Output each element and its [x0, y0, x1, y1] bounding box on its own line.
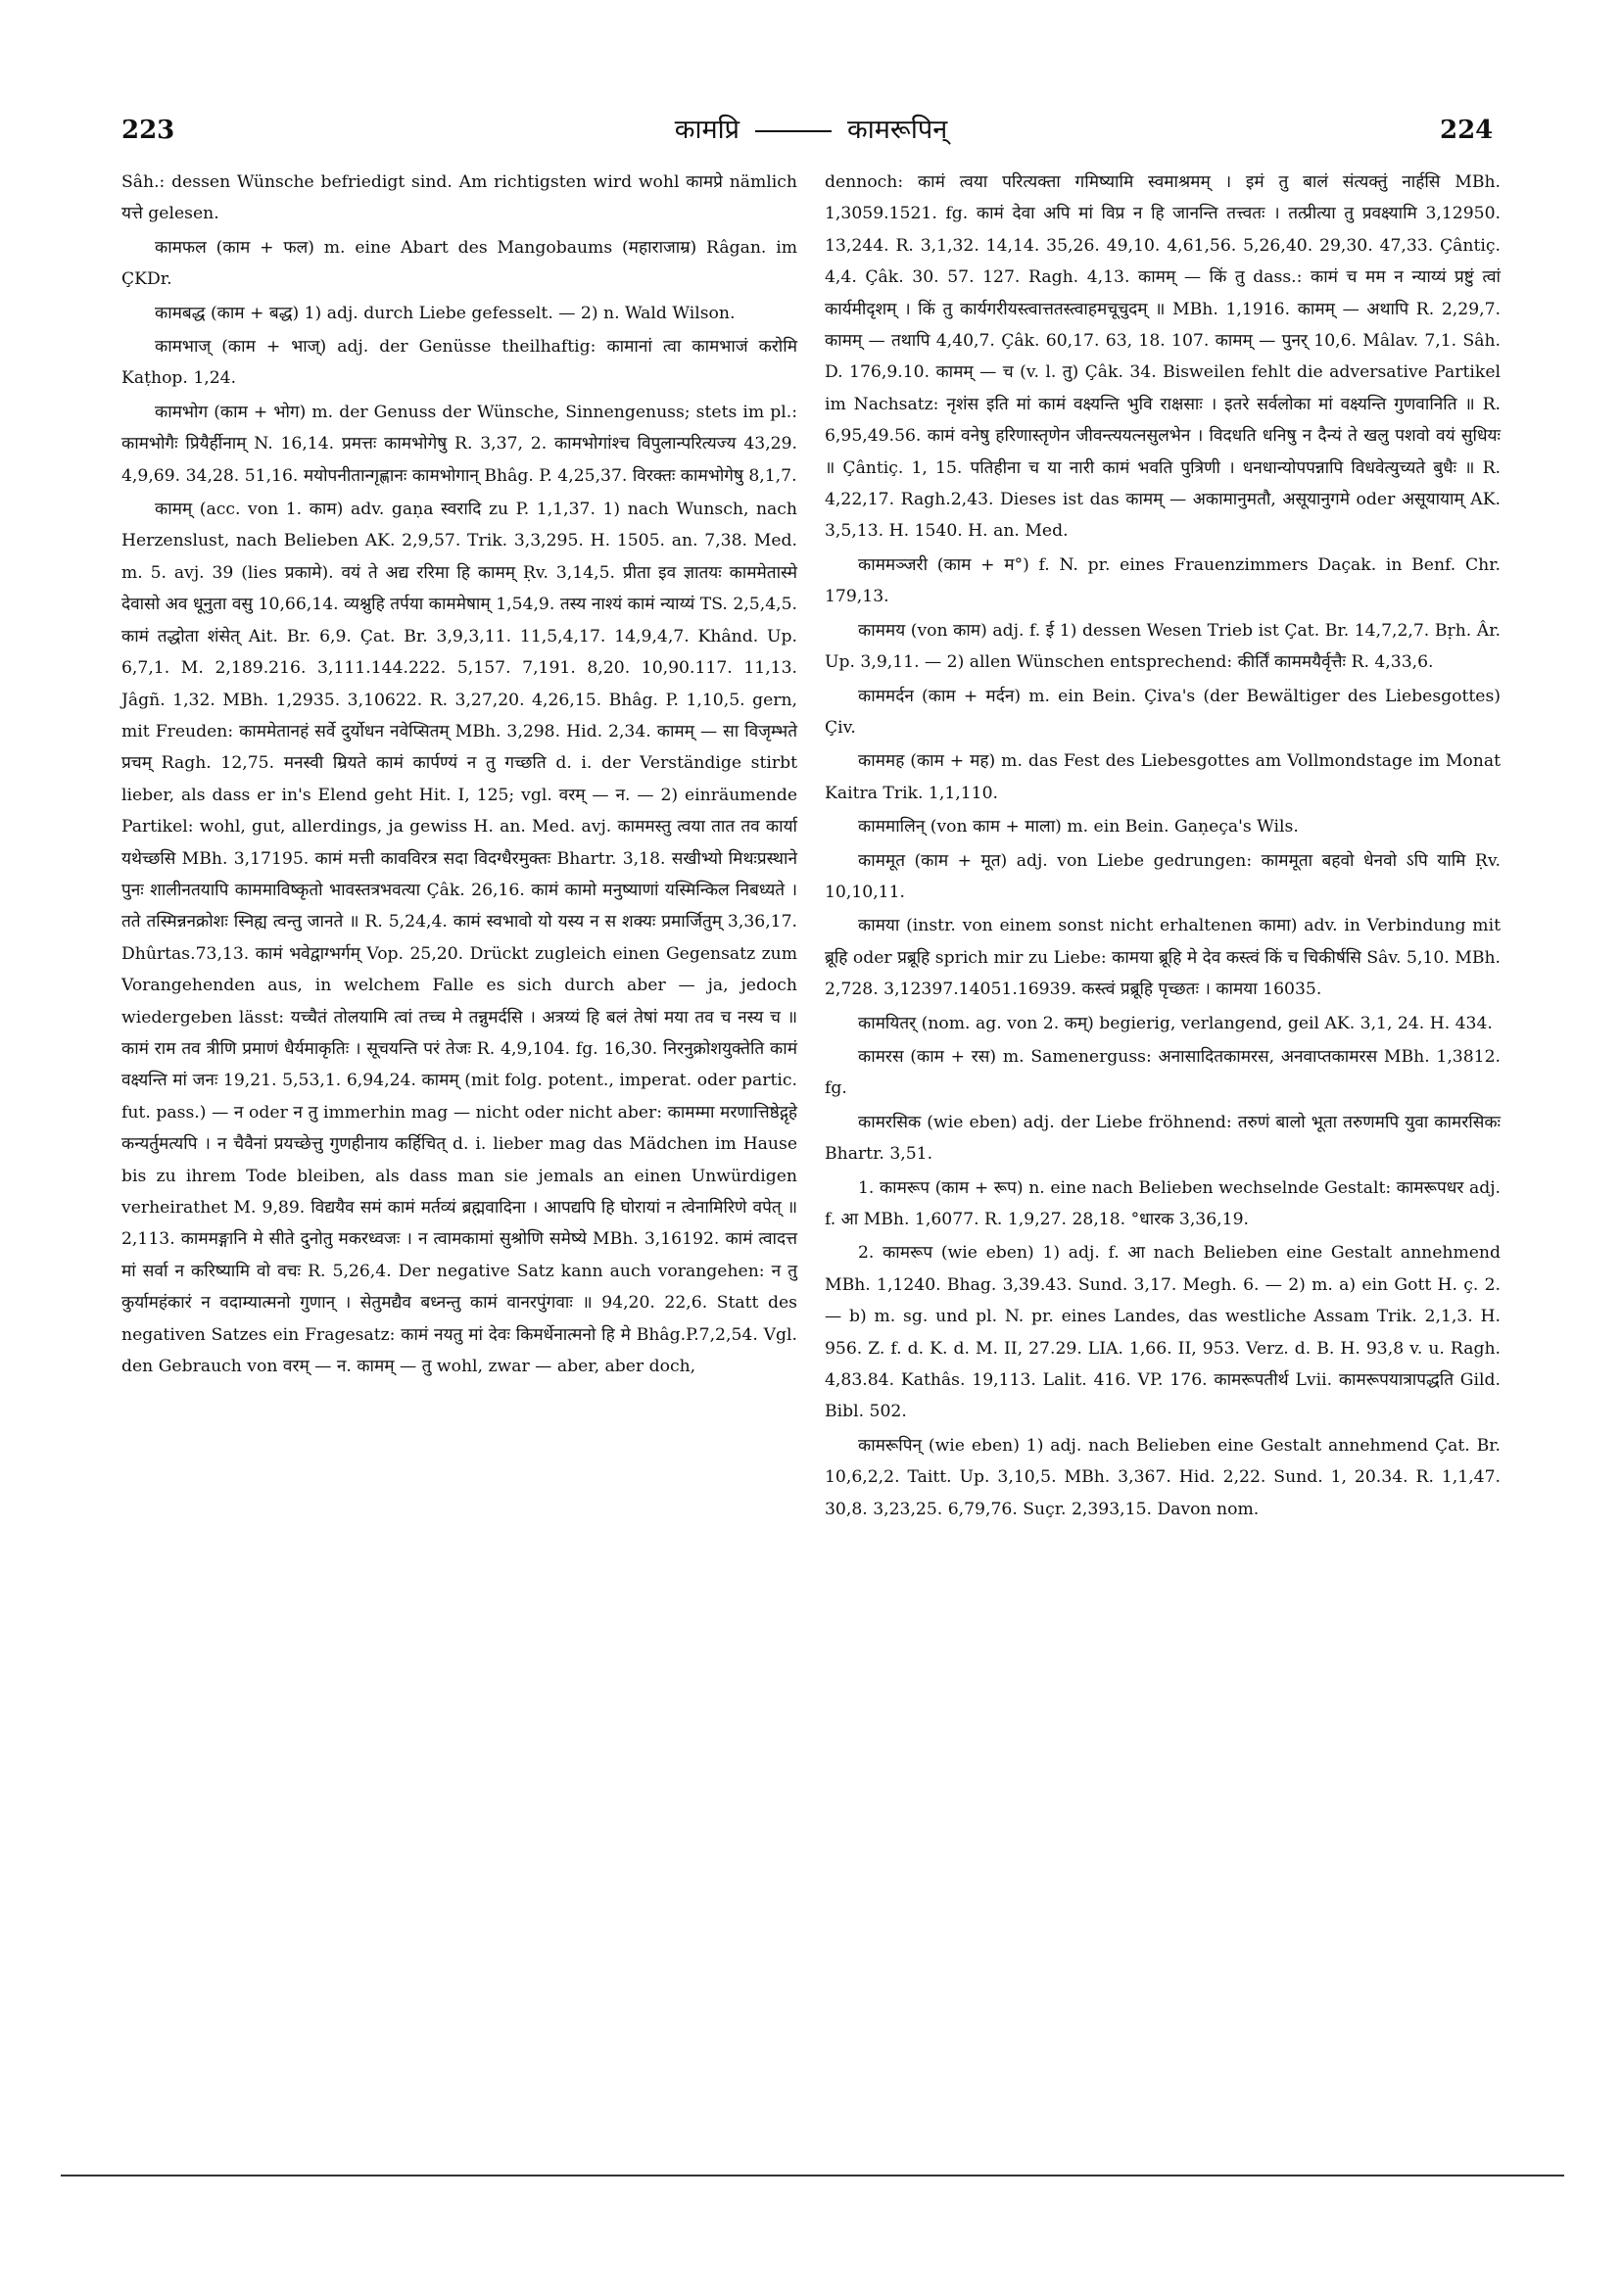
- right-column: [825, 167, 1501, 1525]
- entry-kamamanjari: काममञ्जरी (काम + म°) f. N. pr. eines Frauenzimmers Daçak. in Benf. Chr. 179,13.: [825, 554, 1501, 607]
- entry-kamam-continuation: dennoch: कामं त्वया परित्यक्ता गमिष्यामि स्वमाश्रमम् । इमं तु बालं संत्यक्तुं नार्हसि MBh. 1,3059.1521. fg. कामं देवा अपि मां विप्र न हि जानन्ति तत्त्वतः । तत्प्रीत्या तु प्रवक्ष्यामि 3,12950. 13,244. R. 3,1,32. 14,14. 35,26. 49,10. 4,61,56. 5,26,40. 29,30. 47,33. Çântiç. 4,4. Çâk. 30. 57. 127. Ragh. 4,13. कामम् — किं तु dass.: कामं च मम न न्याय्यं प्रष्टुं त्वां कार्यमीदृशम् । किं तु कार्यगरीयस्त्वात्ततस्त्वाहमचूचुदम् ॥ MBh. 1,1916. कामम् — अथापि R. 2,29,7. कामम् — तथापि 4,40,7. Çâk. 60,17. 63, 18. 107. कामम् — पुनर् 10,6. Mâlav. 7,1. Sâh. D. 176,9.10. कामम् — च (v. l. तु) Çâk. 34. Bisweilen fehlt die adversative Partikel im Nachsatz: नृशंस इति मां कामं वक्ष्यन्ति भुवि राक्षसाः । इतरे सर्वलोका मां वक्ष्यन्ति गुणवानिति ॥ R. 6,95,49.56. कामं वनेषु हरिणास्तृणेन जीवन्त्ययत्नसुलभेन । विदधति धनिषु न दैन्यं ते खलु पशवो वयं सुधियः ॥ Çântiç. 1, 15. पतिहीना च या नारी कामं भवति पुत्रिणी । धनधान्योपपन्नापि विधवेत्युच्यते बुधैः ॥ R. 4,22,17. Ragh.2,43. Dieses ist das कामम् — अकामानुमतौ, असूयानुगमे oder असूयायाम् AK. 3,5,13. H. 1540. H. an. Med.: [825, 172, 1501, 542]
- running-head-left: कामप्रि: [674, 115, 740, 145]
- entry-kamamuta: काममूत (काम + मूत) adj. von Liebe gedrungen: काममूता बहवो धेनवो ऽपि यामि Ṛv. 10,10,11.: [825, 850, 1501, 902]
- entry-kamamalin: काममालिन् (von काम + माला) m. ein Bein. Gaṇeça's Wils.: [858, 817, 1299, 837]
- entry-kamamaya: काममय (von काम) adj. f. ई 1) dessen Wesen Trieb ist Çat. Br. 14,7,2,7. Bṛh. Âr. Up. 3,9,11. — 2) allen Wünschen entsprechend: कीर्तिं काममयैर्वृत्तैः R. 4,33,6.: [825, 620, 1501, 673]
- entry-kamarupa-2: 2. कामरूप (wie eben) 1) adj. f. आ nach Belieben eine Gestalt annehmend MBh. 1,1240. Bhag. 3,39.43. Sund. 3,17. Megh. 6. — 2) m. a) ein Gott H. ç. 2. — b) m. sg. und pl. N. pr. eines Landes, das westliche Assam Trik. 2,1,3. H. 956. Z. f. d. K. d. M. II, 27.29. LIA. 1,66. II, 953. Verz. d. B. H. 93,8 v. u. Ragh. 4,83.84. Kathâs. 19,113. Lalit. 416. VP. 176. कामरूपतीर्थ Lvii. कामरूपयात्रापद्धति Gild. Bibl. 502.: [825, 1243, 1501, 1422]
- running-head-right: कामरूपिन्: [847, 115, 948, 145]
- entry-kamarupin: कामरूपिन् (wie eben) 1) adj. nach Belieben eine Gestalt annehmend Çat. Br. 10,6,2,2. Taitt. Up. 3,10,5. MBh. 3,367. Hid. 2,22. Sund. 1, 20.34. R. 1,1,47. 30,8. 3,23,25. 6,79,76. Suçr. 2,393,15. Davon nom.: [825, 1435, 1501, 1519]
- right-page-number: 224: [1440, 116, 1494, 145]
- entry-kamapri-continuation: Sâh.: dessen Wünsche befriedigt sind. Am richtigsten wird wohl कामप्रे nämlich यत्ते gelesen.: [121, 172, 797, 224]
- entry-kamarupa-1: 1. कामरूप (काम + रूप) n. eine nach Belieben wechselnde Gestalt: कामरूपधर adj. f. आ MBh. 1,6077. R. 1,9,27. 28,18. °धारक 3,36,19.: [825, 1177, 1501, 1229]
- left-page-number: 223: [121, 116, 175, 145]
- entry-kamaya: कामया (instr. von einem sonst nicht erhaltenen कामा) adv. in Verbindung mit ब्रूहि oder प्रब्रूहि sprich mir zu Liebe: कामया ब्रूहि मे देव कस्त्वं किं च चिकीर्षसि Sâv. 5,10. MBh. 2,728. 3,12397.14051.16939. कस्त्वं प्रब्रूहि पृच्छतः । कामया 16035.: [825, 916, 1501, 1000]
- entry-kamabaddha: कामबद्ध (काम + बद्ध) 1) adj. durch Liebe gefesselt. — 2) n. Wald Wilson.: [155, 303, 736, 323]
- entry-kamabhoga: कामभोग (काम + भोग) m. der Genuss der Wünsche, Sinnengenuss; stets im pl.: कामभोगैः प्रियैर्हीनाम् N. 16,14. प्रमत्तः कामभोगेषु R. 3,37, 2. कामभोगांश्च विपुलान्परित्यज्य 43,29. 4,9,69. 34,28. 51,16. मयोपनीतान्गृह्णानः कामभोगान् Bhâg. P. 4,25,37. विरक्तः कामभोगेषु 8,1,7.: [121, 402, 797, 486]
- entry-kamamaha: काममह (काम + मह) m. das Fest des Liebesgottes am Vollmondstage im Monat Kaitra Trik. 1,1,110.: [825, 751, 1501, 803]
- left-column: [121, 167, 797, 1382]
- running-head: [0, 110, 1622, 146]
- entry-kamaphala: कामफल (काम + फल) m. eine Abart des Mangobaums (महाराजाम्र) Râgan. im ÇKDr.: [121, 237, 797, 290]
- head-dash: [755, 130, 832, 132]
- footer-rule: [61, 2175, 1564, 2176]
- entry-kamam: कामम् (acc. von 1. काम) adv. gaṇa स्वरादि zu P. 1,1,37. 1) nach Wunsch, nach Herzenslust, nach Belieben AK. 2,9,57. Trik. 3,3,295. H. 1505. an. 7,38. Med. m. 5. avj. 39 (lies प्रकामे). वयं ते अद्य ररिमा हि कामम् Ṛv. 3,14,5. प्रीता इव ज्ञातयः काममेतास्मे देवासो अव धूनुता वसु 10,66,14. व्यश्नुहि तर्पया काममेषाम् 1,54,9. तस्य नाश्यं कामं न्याय्यं TS. 2,5,4,5. कामं तद्धोता शंसेत् Ait. Br. 6,9. Çat. Br. 3,9,3,11. 11,5,4,17. 14,9,4,7. Khând. Up. 6,7,1. M. 2,189.216. 3,111.144.222. 5,157. 7,191. 8,20. 10,90.117. 11,13. Jâgñ. 1,32. MBh. 1,2935. 3,10622. R. 3,27,20. 4,26,15. Bhâg. P. 1,10,5. gern, mit Freuden: काममेतानहं सर्वे दुर्योधन नवेप्सितम् MBh. 3,298. Hid. 2,34. कामम् — सा विजृम्भते प्रचम् Ragh. 12,75. मनस्वी म्रियते कामं कार्पण्यं न तु गच्छति d. i. der Verständige stirbt lieber, als dass er in's Elend geht Hit. I, 125; vgl. वरम् — न. — 2) einräumende Partikel: wohl, gut, allerdings, ja gewiss H. an. Med. avj. काममस्तु त्वया तात तव कार्या यथेच्छसि MBh. 3,17195. कामं मत्ती कावविरत्र सदा विदग्धैरमुक्तः Bhartr. 3,18. सखीभ्यो मिथःप्रस्थाने पुनः शालीनतयापि काममाविष्कृतो भावस्तत्रभवत्या Çâk. 26,16. कामं कामो मनुष्याणां यस्मिन्किल निबध्यते । तते तस्मिन्ननक्रोशः स्निह्य त्वन्तु जानते ॥ R. 5,24,4. कामं स्वभावो यो यस्य न स शक्यः प्रमार्जितुम् 3,36,17. Dhûrtas.73,13. कामं भवेद्वाग्भर्गम् Vop. 25,20. Drückt zugleich einen Gegensatz zum Vorangehenden aus, in welchem Falle es sich durch aber — ja, jedoch wiedergeben lässt: यच्चैतं तोलयामि त्वां तच्च मे तन्नुमर्दसि । अत्रय्यं हि बलं तेषां मया तव च नस्य च ॥ कामं राम तव त्रीणि प्रमाणं धैर्यमाकृतिः । सूचयन्ति परं तेजः R. 4,9,104. fg. 16,30. निरनुक्रोशयुक्तेति कामं वक्ष्यन्ति मां जनः 19,21. 5,53,1. 6,94,24. कामम् (mit folg. potent., imperat. oder partic. fut. pass.) — न oder न तु immerhin mag — nicht oder nicht aber: कामम्मा मरणात्तिष्ठेद्गृहे कन्यर्तुमत्यपि । न चैवैनां प्रयच्छेत्तु गुणहीनाय कर्हिचित् d. i. lieber mag das Mädchen im Hause bis zu ihrem Tode bleiben, als dass man sie jemals an einen Unwürdigen verheirathet M. 9,89. विद्ययैव समं कामं मर्तव्यं ब्रह्मवादिना । आपद्यपि हि घोरायां न त्वेनामिरिणे वपेत् ॥ 2,113. काममङ्गानि मे सीते दुनोतु मकरध्वजः । न त्वामकामां सुश्रोणि समेष्ये MBh. 3,16192. कामं त्वादत्त मां सर्वा न करिष्यामि वो वचः R. 5,26,4. Der negative Satz kann auch vorangehen: न तु कुर्यामहंकारं न वदाम्यात्मनो गुणान् । सेतुमद्यैव बध्नन्तु कामं वानरपुंगवाः ॥ 94,20. 22,6. Statt des negativen Satzes ein Fragesatz: कामं नयतु मां देवः किमर्धेनात्मनो हि मे Bhâg.P.7,2,54. Vgl. den Gebrauch von वरम् — न. कामम् — तु wohl, zwar — aber, aber doch,: [121, 500, 797, 1377]
- entry-kamamardana: काममर्दन (काम + मर्दन) m. ein Bein. Çiva's (der Bewältiger des Liebesgottes) Çiv.: [825, 686, 1501, 738]
- entry-kamarasika: कामरसिक (wie eben) adj. der Liebe fröhnend: तरुणं बालो भूता तरुणमपि युवा कामरसिकः Bhartr. 3,51.: [825, 1112, 1501, 1165]
- entry-kamayitar: कामयितर् (nom. ag. von 2. कम्) begierig, verlangend, geil AK. 3,1, 24. H. 434.: [858, 1013, 1493, 1033]
- entry-kamarasa: कामरस (काम + रस) m. Samenerguss: अनासादितकामरस, अनवाप्तकामरस MBh. 1,3812. fg.: [825, 1046, 1501, 1099]
- entry-kamabhaj: कामभाज् (काम + भाज्) adj. der Genüsse theilhaftig: कामानां त्वा कामभाजं करोमि Kaṭhop. 1,24.: [121, 337, 797, 389]
